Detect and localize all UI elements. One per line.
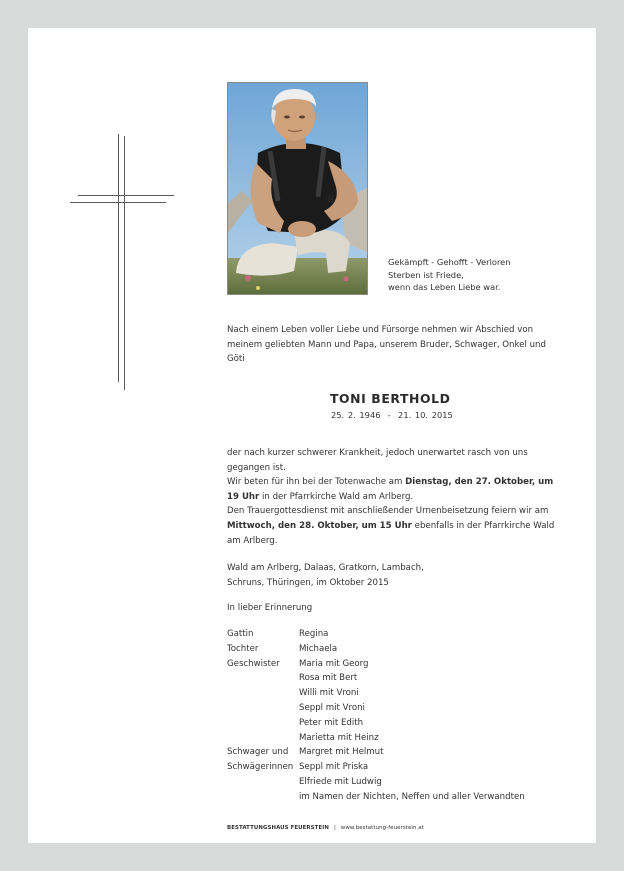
place-and-date: [227, 561, 557, 590]
relation-label: [227, 731, 299, 746]
family-names: Seppl mit Vroni: [299, 702, 365, 713]
relation-label: [227, 701, 299, 716]
family-row: [227, 745, 525, 760]
funeral-location: ebenfalls in der Pfarrkirche Wald am Arlberg.: [227, 520, 555, 546]
motto-line-2: Sterben ist Friede,: [388, 269, 464, 280]
announcement-body: [227, 446, 557, 548]
funeral-date: Mittwoch, den 28. Oktober, um 15 Uhr: [227, 520, 412, 531]
family-names: Marietta mit Heinz: [299, 732, 379, 743]
relation-label: Geschwister: [227, 658, 280, 669]
family-names: Margret mit Helmut: [299, 747, 384, 758]
family-row: [227, 671, 525, 686]
memory-line: In lieber Erinnerung: [227, 603, 313, 613]
family-names: Rosa mit Bert: [299, 673, 358, 684]
funeral-home-url[interactable]: www.bestattung-feuerstein.at: [340, 825, 424, 831]
family-names: Regina: [299, 629, 329, 639]
intro-text: Nach einem Leben voller Liebe und Fürsorge nehmen wir Abschied von meinem geliebten Mann und Papa, unserem Bruder, Schwager, Onkel und Göti: [227, 325, 546, 365]
relation-label: Tochter: [227, 643, 259, 654]
family-names: Peter mit Edith: [299, 717, 364, 728]
family-names: Michaela: [299, 643, 338, 654]
family-row: [227, 760, 525, 775]
family-row: [227, 775, 525, 790]
family-row: [227, 790, 525, 805]
family-row: [227, 716, 525, 731]
body-paragraph-1: der nach kurzer schwerer Krankheit, jedoch unerwartet rasch von uns gegangen ist.: [227, 448, 528, 473]
family-names: Seppl mit Priska: [299, 762, 369, 773]
wake-location: in der Pfarrkirche Wald am Arlberg.: [259, 491, 414, 502]
family-names: im Namen der Nichten, Neffen und aller Verwandten: [299, 791, 525, 802]
family-row: [227, 627, 525, 642]
family-names: Willi mit Vroni: [299, 688, 359, 699]
body-paragraph-2: [227, 475, 557, 504]
place-line-2: Schruns, Thüringen, im Oktober 2015: [227, 577, 389, 588]
relation-label: [227, 716, 299, 731]
relation-label: [227, 775, 299, 790]
family-list: [227, 627, 525, 805]
relation-label: Schwager und: [227, 747, 289, 758]
family-row: [227, 731, 525, 746]
relation-label: Gattin: [227, 629, 254, 639]
funeral-home-name: BESTATTUNGSHAUS FEUERSTEIN: [227, 825, 329, 831]
body-paragraph-3: [227, 504, 557, 548]
relation-label: [227, 671, 299, 686]
relation-label: [227, 686, 299, 701]
wake-date: Dienstag, den 27. Oktober, um 19 Uhr: [227, 477, 554, 502]
relation-label: [227, 790, 299, 805]
motto-line-3: wenn das Leben Liebe war.: [388, 282, 501, 292]
family-row: [227, 686, 525, 701]
motto-line-1: Gekämpft - Gehofft - Verloren: [388, 257, 511, 267]
relation-label: Schwägerinnen: [227, 762, 294, 773]
cross-icon: [70, 134, 174, 390]
motto: [388, 256, 568, 294]
footer-separator: |: [333, 825, 336, 831]
place-line-1: Wald am Arlberg, Dalaas, Gratkorn, Lambach,: [227, 563, 424, 573]
life-dates: 25. 2. 1946 - 21. 10. 2015: [331, 410, 453, 420]
footer: [227, 825, 424, 831]
family-row: [227, 657, 525, 672]
portrait-photo: [227, 82, 368, 295]
family-names: Elfriede mit Ludwig: [299, 776, 382, 787]
family-names: Maria mit Georg: [299, 658, 369, 669]
funeral-text: Den Trauergottesdienst mit anschließender Urnenbeisetzung feiern wir am: [227, 506, 549, 517]
family-row: [227, 642, 525, 657]
deceased-name: TONI BERTHOLD: [330, 391, 451, 406]
family-row: [227, 701, 525, 716]
wake-text: Wir beten für ihn bei der Totenwache am: [227, 477, 406, 488]
